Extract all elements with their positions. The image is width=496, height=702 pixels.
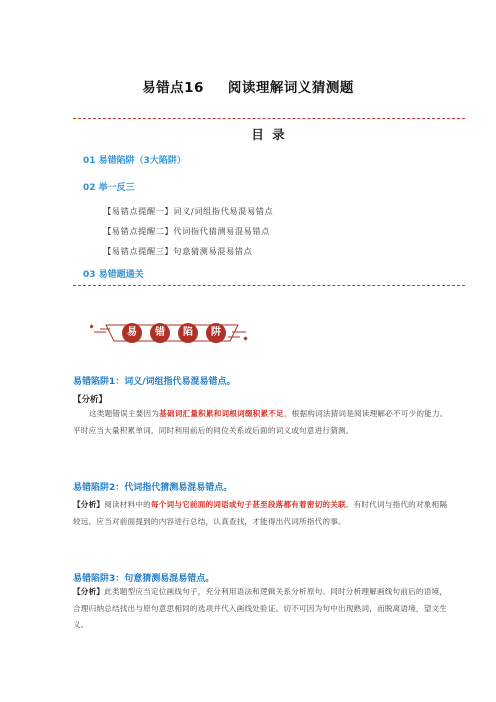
trap-1-paragraph: 这类题错误主要因为基础词汇量积累和词根词缀积累不足，根据构词法猜词是阅读理解必不可少的能力。平时应当大量积累单词，同时利用前后的同位关系或后面的词义或句意进行猜测。 bbox=[73, 409, 448, 435]
title-left: 易错点16 bbox=[142, 80, 204, 96]
trap-2-analysis-label: 【分析】 bbox=[73, 500, 105, 509]
trap-3-heading: 易错陷阱3：句意猜测易混易错点。 bbox=[73, 574, 215, 584]
trap-2-heading: 易错陷阱2：代词指代猜测易混易错点。 bbox=[73, 483, 233, 493]
toc-section-1[interactable]: 01 易错陷阱（3大陷阱） bbox=[83, 156, 186, 166]
title-right: 阅读理解词义猜测题 bbox=[227, 80, 354, 96]
toc-section-2[interactable]: 02 举一反三 bbox=[83, 183, 135, 193]
trap-1-heading: 易错陷阱1：词义/词组指代易混易错点。 bbox=[73, 377, 236, 387]
banner-char-1: 易 bbox=[122, 323, 142, 343]
toc-reminder-1[interactable]: 【易错点提醒一】词义/词组指代易混易错点 bbox=[103, 206, 274, 216]
trap-3-paragraph: 【分析】此类题型应当定位画线句子，充分利用语法和逻辑关系分析原句。同时分析理解画线句前后的语境，合理归纳总结找出与原句意思相同的选项并代入画线处验证。切不可因为句中出现熟词，而脱离语境，望文生义。 bbox=[73, 587, 448, 629]
trap-banner bbox=[90, 318, 250, 348]
toc-reminder-3[interactable]: 【易错点提醒三】句意猜测易混易错点 bbox=[103, 246, 253, 256]
toc-heading: 目 录 bbox=[251, 127, 287, 142]
banner-char-3: 陷 bbox=[178, 323, 198, 343]
table-of-contents bbox=[73, 118, 465, 286]
page-title bbox=[0, 76, 496, 96]
banner-char-2: 错 bbox=[150, 323, 170, 343]
trap-3-analysis-label: 【分析】 bbox=[73, 587, 105, 596]
trap-1-analysis-label: 【分析】 bbox=[73, 395, 108, 405]
banner-char-4: 阱 bbox=[206, 323, 226, 343]
trap-1-highlight: 基础词汇量积累和词根词缀积累不足 bbox=[159, 409, 284, 418]
trap-2-paragraph: 【分析】阅读材料中的每个词与它前面的词语或句子甚至段落都有着密切的关联。有时代词与指代的对象相隔较远，应当对前面提到的内容进行总结，认真查找，才能得出代词所指代的事。 bbox=[73, 500, 448, 526]
banner-decoration-icon bbox=[90, 318, 250, 348]
toc-section-3[interactable]: 03 易错题通关 bbox=[83, 270, 144, 280]
toc-reminder-2[interactable]: 【易错点提醒二】代词指代猜测易混易错点 bbox=[103, 226, 270, 236]
trap-2-highlight: 每个词与它前面的词语或句子甚至段落都有着密切的关联 bbox=[150, 500, 346, 509]
